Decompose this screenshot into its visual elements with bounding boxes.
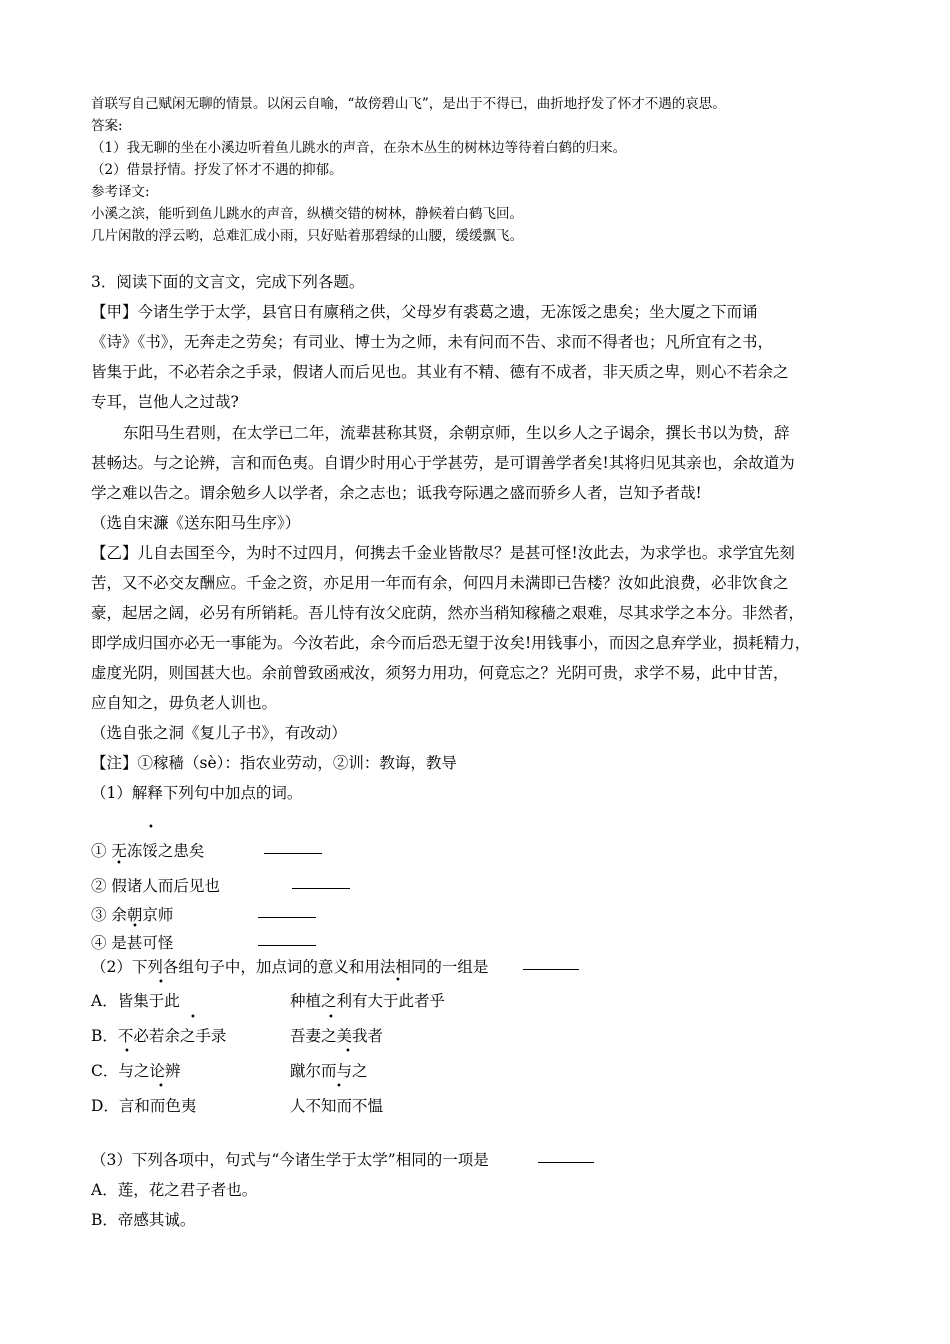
emphasis-dot: • (158, 977, 164, 988)
answer-blank[interactable] (258, 917, 316, 919)
jia-line: 皆集于此，不必若余之手录，假诸人而后见也。其业有不精、德有不成者，非天质之卑，则心不若余之 (91, 363, 789, 381)
sub1-item: ③ 余朝京师 (91, 906, 174, 924)
sub2-option-b-compare: 吾妻之美我者 (290, 1027, 384, 1045)
jia-line: 【甲】今诸生学于太学，县官日有廪稍之供，父母岁有裘葛之遗，无冻馁之患矣；坐大厦之下而诵 (91, 303, 758, 321)
yi-source: （选自张之洞《复儿子书》，有改动） (91, 724, 347, 742)
answer-blank[interactable] (292, 888, 350, 890)
sub2-prompt: （2）下列各组句子中，加点词的意义和用法相同的一组是 (91, 958, 489, 976)
sub3-option-b[interactable]: B．帝感其诚。 (91, 1211, 196, 1229)
answer-blank[interactable] (523, 969, 579, 971)
translation-1: 小溪之滨，能听到鱼儿跳水的声音，纵横交错的树林，静候着白鹤飞回。 (91, 206, 523, 222)
sub2-option-d-compare: 人不知而不愠 (290, 1097, 384, 1115)
sub3-option-a[interactable]: A．莲，花之君子者也。 (91, 1181, 258, 1199)
yi-line: 【乙】儿自去国至今，为时不过四月，何携去千金业皆散尽？是甚可怪!汝此去，为求学也。求学宜先刻 (91, 544, 795, 562)
yi-line: 即学成归国亦必无一事能为。今汝若此，余今而后恐无望于汝矣!用钱事小，而因之息弃学业，损耗精力， (91, 634, 811, 652)
jia-para2-line: 东阳马生君则，在太学已二年，流辈甚称其贤，余朝京师，生以乡人之子谒余，撰长书以为贽，辞 (123, 424, 790, 442)
answer-1: （1）我无聊的坐在小溪边听着鱼儿跳水的声音，在杂木丛生的树林边等待着白鹤的归来。 (91, 140, 627, 156)
answer-blank[interactable] (538, 1162, 594, 1164)
yi-line: 苦，又不必交友酬应。千金之资，亦足用一年而有余，何四月未满即已告楼？汝如此浪费，必非饮食之 (91, 574, 789, 592)
emphasis-dot: • (132, 921, 138, 932)
jia-para2-line: 甚畅达。与之论辨，言和而色夷。自谓少时用心于学甚劳，是可谓善学者矣!其将归见其亲也，余故道为 (91, 454, 795, 472)
jia-line: 《诗》《书》，无奔走之劳矣；有司业、博士为之师，未有问而不告、求而不得者也；凡所宜有之书， (91, 333, 774, 351)
answer-label: 答案: (91, 118, 123, 134)
analysis-text: 首联写自己赋闲无聊的情景。以闲云自喻，“故傍碧山飞”，是出于不得已，曲折地抒发了怀才不遇的哀思。 (91, 96, 726, 112)
jia-para2-line: 学之难以告之。谓余勉乡人以学者，余之志也；诋我夸际遇之盛而骄乡人者，岂知予者哉! (91, 484, 702, 502)
emphasis-dot: • (124, 1046, 130, 1057)
note-text: 【注】①稼穑（sè）：指农业劳动，②训：教诲，教导 (91, 754, 457, 772)
yi-line: 豪，起居之阔，必另有所销耗。吾儿恃有汝父庇荫，然亦当稍知稼穑之艰难，尽其求学之本分。非然者， (91, 604, 805, 622)
sub1-item: ① 无冻馁之患矣 (91, 842, 205, 860)
sub3-prompt: （3）下列各项中，句式与“今诸生学于太学”相同的一项是 (91, 1151, 489, 1169)
emphasis-dot: • (336, 1081, 342, 1092)
sub1-item: ② 假诸人而后见也 (91, 877, 220, 895)
answer-2: （2）借景抒情。抒发了怀才不遇的抑郁。 (91, 162, 343, 178)
jia-line: 专耳，岂他人之过哉? (91, 393, 239, 411)
emphasis-dot: • (158, 1081, 164, 1092)
sub2-option-b[interactable]: B．不必若余之手录 (91, 1027, 227, 1045)
sub1-item: ④ 是甚可怪 (91, 934, 174, 952)
question-heading: 3．阅读下面的文言文，完成下列各题。 (91, 273, 365, 291)
yi-line: 应自知之，毋负老人训也。 (91, 694, 278, 712)
answer-blank[interactable] (258, 945, 316, 947)
sub2-option-a[interactable]: A．皆集于此 (91, 992, 180, 1010)
answer-blank[interactable] (264, 853, 322, 855)
emphasis-dot: • (116, 858, 122, 869)
emphasis-dot: • (328, 1012, 334, 1023)
emphasis-dot: • (395, 975, 401, 986)
jia-source: （选自宋濂《送东阳马生序》） (91, 514, 301, 532)
emphasis-dot: • (345, 1046, 351, 1057)
sub2-option-a-compare: 种植之利有大于此者乎 (290, 992, 446, 1010)
translation-label: 参考译文: (91, 184, 150, 200)
sub1-prompt: （1）解释下列句中加点的词。 (91, 784, 303, 802)
sub2-option-d[interactable]: D．言和而色夷 (91, 1097, 197, 1115)
emphasis-dot: • (190, 1012, 196, 1023)
yi-line: 虚度光阴，则国甚大也。余前曾致函戒汝，须努力用功，何竟忘之？光阴可贵，求学不易，此中甘苦， (91, 664, 789, 682)
emphasis-dot: • (148, 822, 154, 833)
sub2-option-c[interactable]: C．与之论辨 (91, 1062, 181, 1080)
sub2-option-c-compare: 蹴尔而与之 (290, 1062, 368, 1080)
translation-2: 几片闲散的浮云哟，总难汇成小雨，只好贴着那碧绿的山腰，缓缓飘飞。 (91, 228, 523, 244)
